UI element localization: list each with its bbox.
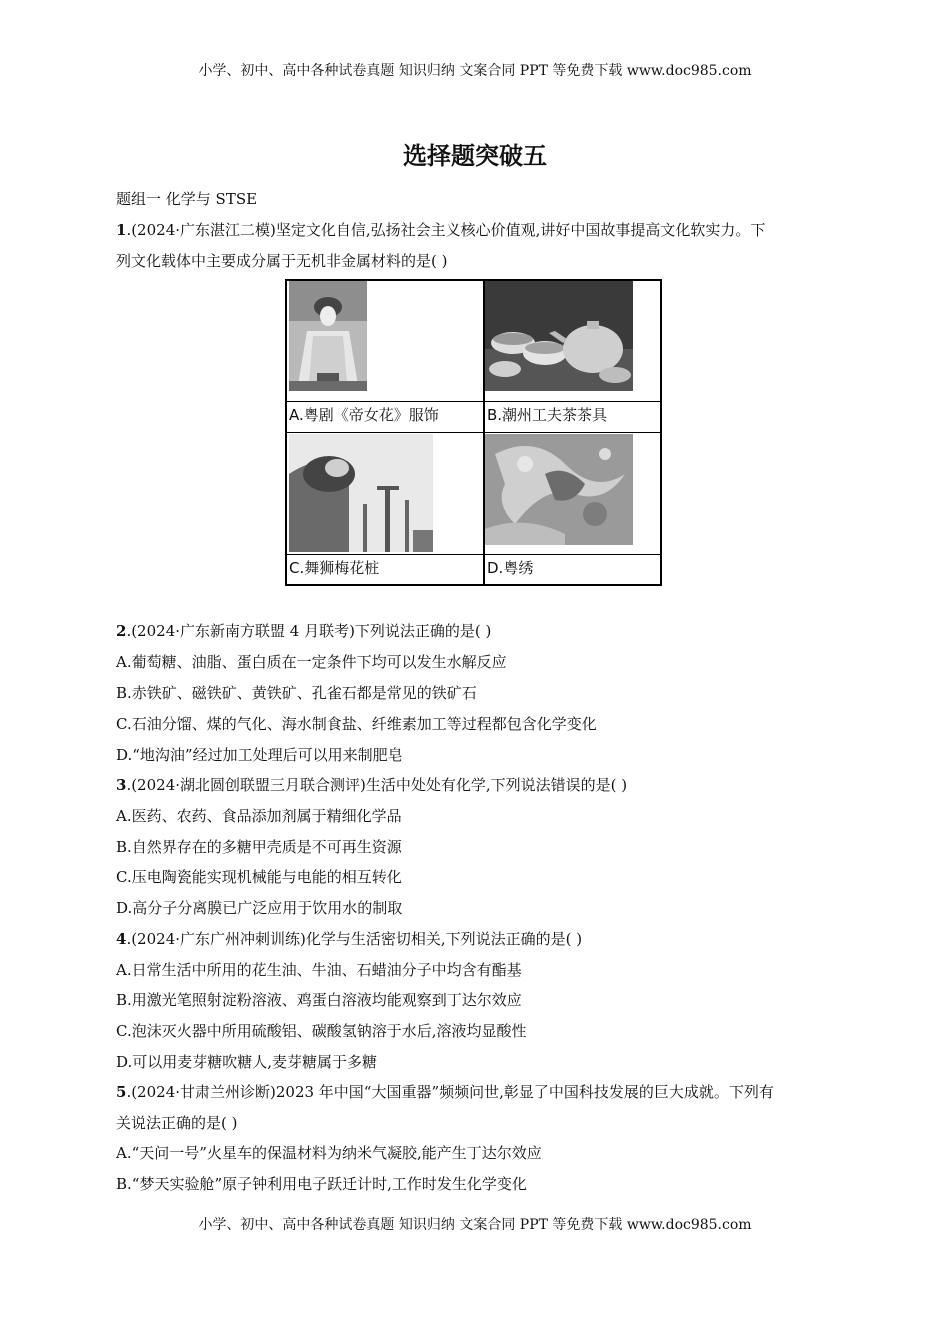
question-number: 5 [116, 1083, 127, 1101]
page-title: 选择题突破五 [403, 142, 547, 170]
question-number: 1 [116, 221, 127, 239]
question-2-option-d: D.“地沟油”经过加工处理后可以用来制肥皂 [116, 746, 403, 764]
question-3-option-d: D.高分子分离膜已广泛应用于饮用水的制取 [116, 899, 403, 917]
question-4-stem [116, 928, 582, 949]
question-2-option-b: B.赤铁矿、磁铁矿、黄铁矿、孔雀石都是常见的铁矿石 [116, 684, 477, 702]
option-c-label: C.舞狮梅花桩 [289, 559, 380, 577]
question-number: 4 [116, 930, 127, 948]
question-1-line-2: 列文化载体中主要成分属于无机非金属材料的是( ) [116, 252, 448, 270]
opera-costume-image [289, 281, 367, 391]
question-4-option-a: A.日常生活中所用的花生油、牛油、石蜡油分子中均含有酯基 [116, 961, 522, 979]
question-3-option-a: A.医药、农药、食品添加剂属于精细化学品 [116, 807, 402, 825]
question-number: 2 [116, 622, 127, 640]
question-text: .(2024·广东广州冲刺训练)化学与生活密切相关,下列说法正确的是( ) [126, 930, 583, 948]
question-1-line-1 [116, 219, 765, 240]
option-a-label: A.粤剧《帝女花》服饰 [289, 406, 439, 424]
page-footer: 小学、初中、高中各种试卷真题 知识归纳 文案合同 PPT 等免费下载 www.doc985.com [198, 1217, 752, 1233]
question-5-option-b: B.“梦天实验舱”原子钟利用电子跃迁计时,工作时发生化学变化 [116, 1175, 527, 1193]
question-4-option-c: C.泡沫灭火器中所用硫酸铝、碳酸氢钠溶于水后,溶液均显酸性 [116, 1022, 527, 1040]
question-number: 3 [116, 776, 127, 794]
question-2-option-a: A.葡萄糖、油脂、蛋白质在一定条件下均可以发生水解反应 [116, 653, 507, 671]
question-text: .(2024·甘肃兰州诊断)2023 年中国“大国重器”频频问世,彰显了中国科技发展的巨大成就。下列有 [126, 1083, 774, 1101]
question-4-option-b: B.用激光笔照射淀粉溶液、鸡蛋白溶液均能观察到丁达尔效应 [116, 991, 522, 1009]
option-b-label: B.潮州工夫茶茶具 [487, 406, 608, 424]
question-2-option-c: C.石油分馏、煤的气化、海水制食盐、纤维素加工等过程都包含化学变化 [116, 715, 597, 733]
group-heading: 题组一 化学与 STSE [116, 190, 258, 208]
question-5-option-a: A.“天问一号”火星车的保温材料为纳米气凝胶,能产生丁达尔效应 [116, 1144, 542, 1162]
question-text: .(2024·湖北圆创联盟三月联合测评)生活中处处有化学,下列说法错误的是( ) [126, 776, 628, 794]
question-text: .(2024·广东湛江二模)坚定文化自信,弘扬社会主义核心价值观,讲好中国故事提高文化软实力。下 [126, 221, 766, 239]
question-5-line-1 [116, 1081, 774, 1102]
question-5-line-2: 关说法正确的是( ) [116, 1114, 238, 1132]
question-4-option-d: D.可以用麦芽糖吹糖人,麦芽糖属于多糖 [116, 1053, 378, 1071]
question-3-option-b: B.自然界存在的多糖甲壳质是不可再生资源 [116, 838, 402, 856]
question-2-stem [116, 620, 491, 641]
page-header: 小学、初中、高中各种试卷真题 知识归纳 文案合同 PPT 等免费下载 www.doc985.com [198, 63, 752, 79]
question-text: .(2024·广东新南方联盟 4 月联考)下列说法正确的是( ) [126, 622, 492, 640]
question-3-stem [116, 774, 627, 795]
embroidery-image [485, 434, 633, 545]
option-d-label: D.粤绣 [487, 559, 534, 577]
option-image-table [285, 279, 662, 586]
question-3-option-c: C.压电陶瓷能实现机械能与电能的相互转化 [116, 868, 402, 886]
teaware-image [485, 281, 633, 391]
lion-dance-image [289, 434, 433, 552]
